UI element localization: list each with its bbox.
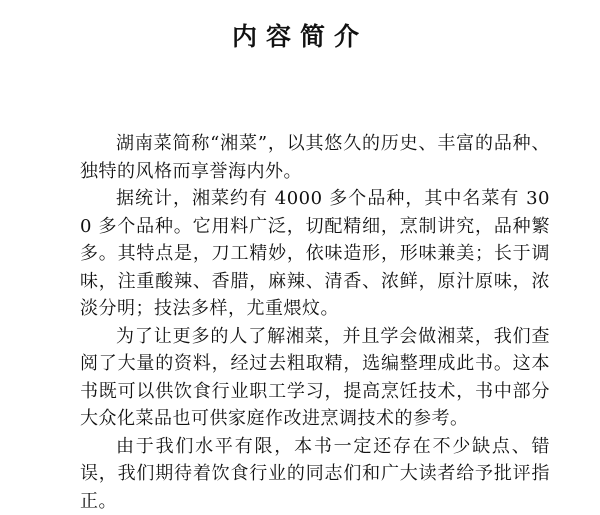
paragraph-closing: 由于我们水平有限，本书一定还存在不少缺点、错误，我们期待着饮食行业的同志们和广大读者给予批评指正。	[80, 433, 550, 515]
page-title: 内容简介	[0, 20, 600, 54]
paragraph-intro: 湖南菜简称“湘菜”，以其悠久的历史、丰富的品种、独特的风格而享誉海内外。	[80, 130, 550, 185]
paragraph-statistics: 据统计，湘菜约有 4000 多个品种，其中名菜有 300 多个品种。它用料广泛，切配精细，烹制讲究，品种繁多。其特点是，刀工精妙，依味造形，形味兼美；长于调味，注重酸辣、香腊，麻辣、清香、浓鲜，原汁原味，浓淡分明；技法多样，尤重煨炆。	[80, 185, 550, 323]
body-text	[80, 130, 550, 515]
paragraph-purpose: 为了让更多的人了解湘菜，并且学会做湘菜，我们查阅了大量的资料，经过去粗取精，选编整理成此书。这本书既可以供饮食行业职工学习，提高烹饪技术，书中部分大众化菜品也可供家庭作改进烹调技术的参考。	[80, 323, 550, 433]
